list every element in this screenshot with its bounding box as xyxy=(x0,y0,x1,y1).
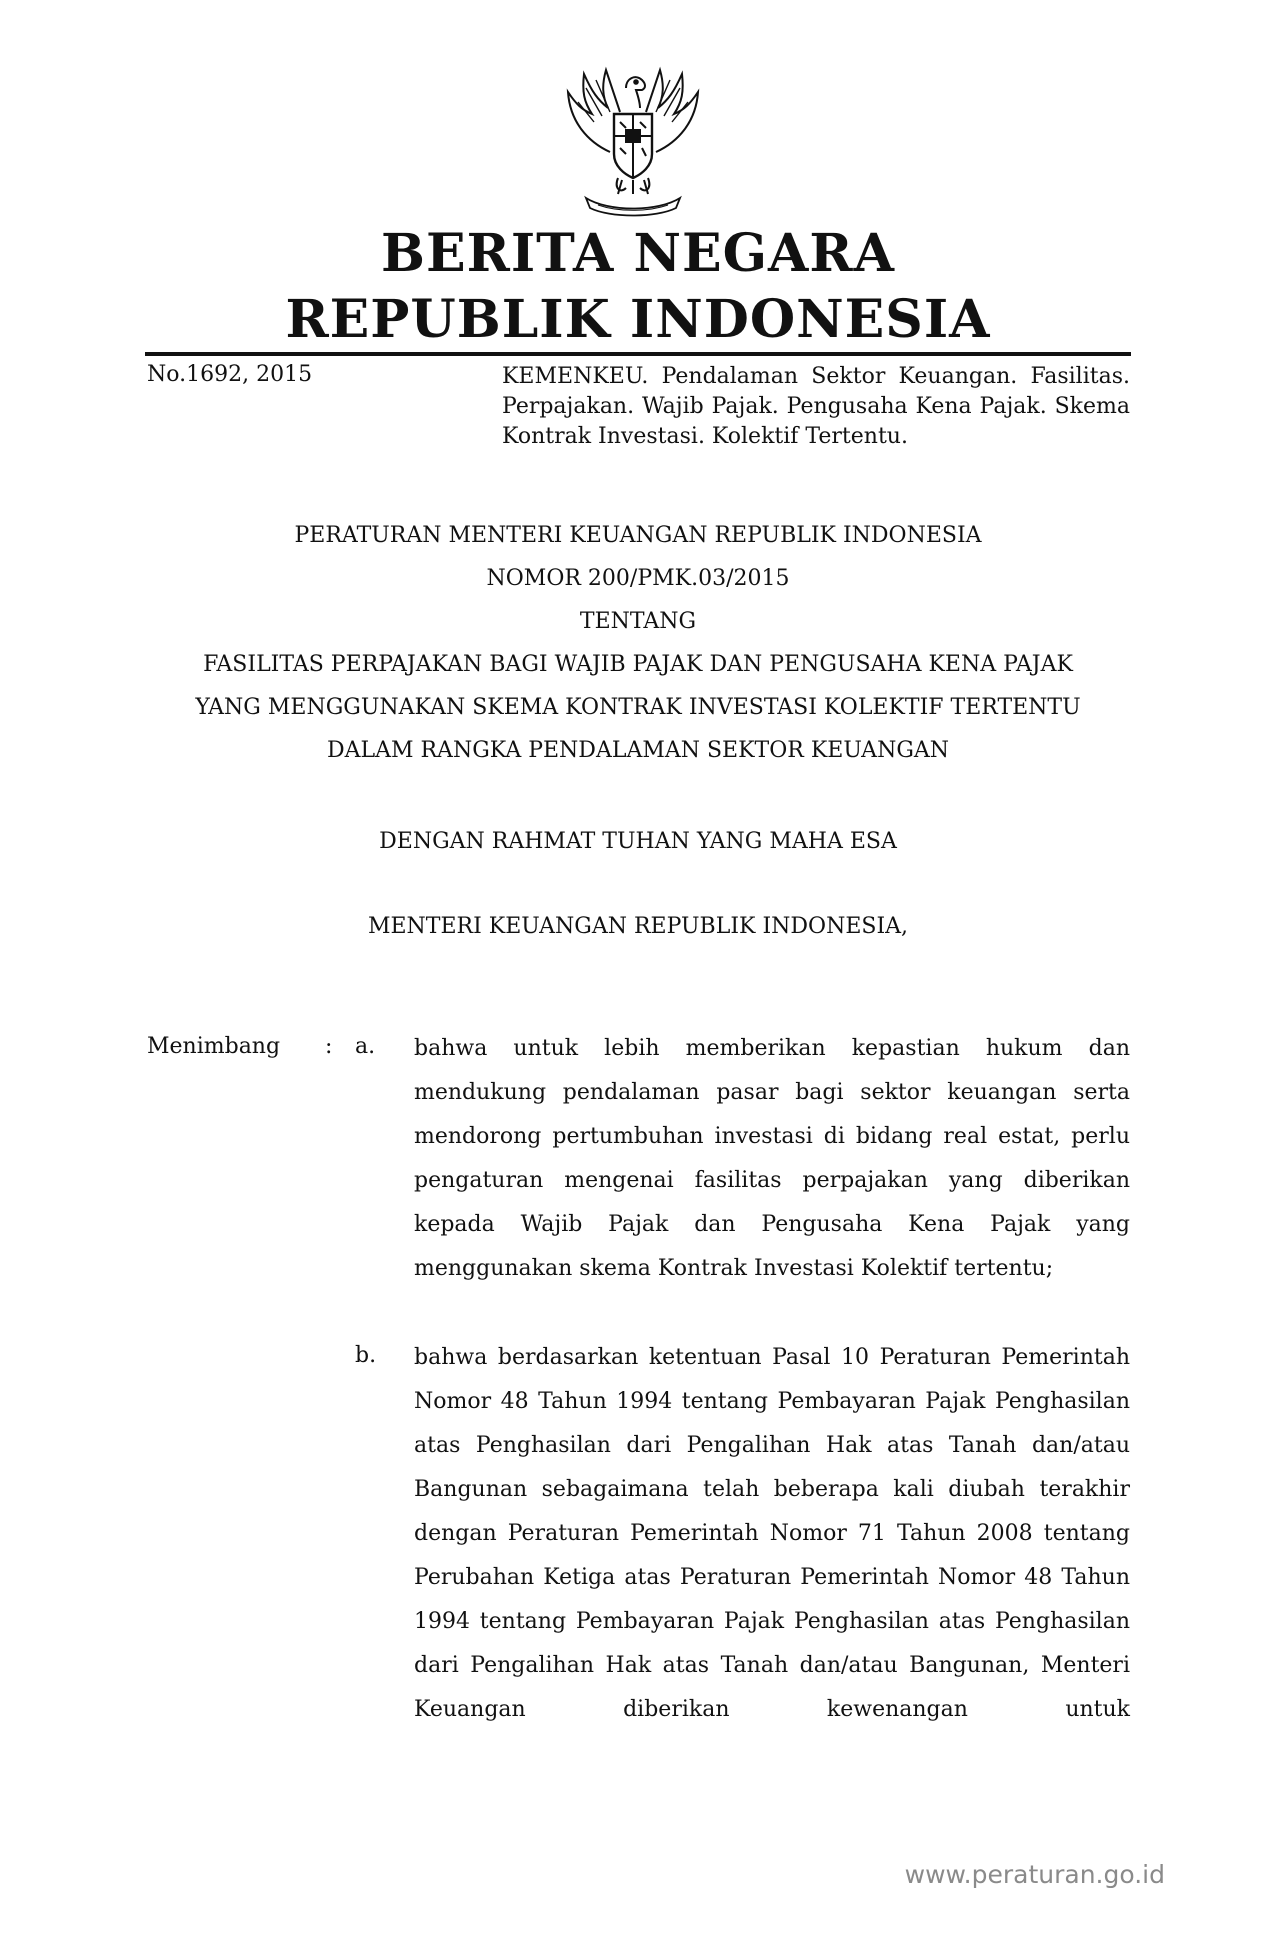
regulation-title-line: YANG MENGGUNAKAN SKEMA KONTRAK INVESTASI KOLEKTIF TERTENTU xyxy=(195,695,1081,720)
consideration-item-a: bahwa untuk lebih memberikan kepastian hukum dan mendukung pendalaman pasar bagi sektor keuangan serta mendorong pertumbuhan investasi di bidang real estat, perlu pengaturan mengenai fasilitas perpajakan yang diberikan kepada Wajib Pajak dan Pengusaha Kena Pajak yang menggunakan skema Kontrak Investasi Kolektif tertentu; xyxy=(414,1036,1130,1281)
garuda-emblem-icon xyxy=(548,52,718,222)
footer-website: www.peraturan.go.id xyxy=(904,1860,1165,1889)
regulation-issuer: PERATURAN MENTERI KEUANGAN REPUBLIK INDONESIA xyxy=(294,523,982,548)
invocation: DENGAN RAHMAT TUHAN YANG MAHA ESA xyxy=(379,829,897,854)
considerations-colon: : xyxy=(325,1034,333,1059)
regulation-title-line: DALAM RANGKA PENDALAMAN SEKTOR KEUANGAN xyxy=(326,738,950,763)
regulation-about: TENTANG xyxy=(579,609,697,634)
issue-topics: KEMENKEU. Pendalaman Sektor Keuangan. Fasilitas. Perpajakan. Wajib Pajak. Pengusaha Kena Pajak. Skema Kontrak Investasi. Kolektif Tertentu. xyxy=(502,364,1130,449)
regulation-title-line: FASILITAS PERPAJAKAN BAGI WAJIB PAJAK DAN PENGUSAHA KENA PAJAK xyxy=(203,652,1073,677)
minister-heading: MENTERI KEUANGAN REPUBLIK INDONESIA, xyxy=(367,914,909,939)
regulation-number: NOMOR 200/PMK.03/2015 xyxy=(486,566,790,591)
item-marker: a. xyxy=(355,1034,376,1059)
considerations-label: Menimbang xyxy=(147,1034,281,1059)
masthead-title-line2: REPUBLIK INDONESIA xyxy=(285,289,991,350)
issue-number: No.1692, 2015 xyxy=(147,362,313,387)
masthead-title-line1: BERITA NEGARA xyxy=(381,223,895,284)
consideration-item-b: bahwa berdasarkan ketentuan Pasal 10 Peraturan Pemerintah Nomor 48 Tahun 1994 tentang Pembayaran Pajak Penghasilan atas Penghasilan dari Pengalihan Hak atas Tanah dan/atau Bangunan sebagaimana telah beberapa kali diubah terakhir dengan Peraturan Pemerintah Nomor 71 Tahun 2008 tentang Perubahan Ketiga atas Peraturan Pemerintah Nomor 48 Tahun 1994 tentang Pembayaran Pajak Penghasilan atas Penghasilan dari Pengalihan Hak atas Tanah dan/atau Bangunan, Menteri Keuangan diberikan kewenangan untuk xyxy=(414,1345,1130,1722)
masthead-divider xyxy=(145,352,1131,356)
item-marker: b. xyxy=(355,1343,377,1368)
